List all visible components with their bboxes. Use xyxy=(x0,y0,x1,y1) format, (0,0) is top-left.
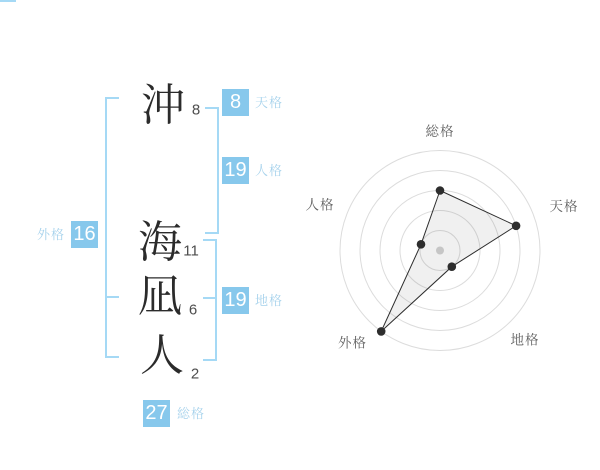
chikaku-value-badge: 19 xyxy=(222,287,249,314)
bracket-arm xyxy=(105,356,119,358)
radar-axis-label: 地格 xyxy=(510,332,540,348)
radar-data-point xyxy=(417,240,426,249)
bracket-line xyxy=(215,239,217,361)
tenkaku-label: 天格 xyxy=(255,95,284,110)
name-character-given-3: 人 xyxy=(140,331,184,380)
gaikaku-value-badge: 16 xyxy=(71,221,98,248)
bracket-line xyxy=(105,97,107,358)
tenkaku-value-badge: 8 xyxy=(222,89,249,116)
name-character-surname: 沖 xyxy=(141,81,185,130)
name-character-given-2: 凪 xyxy=(138,272,182,321)
gaikaku-label: 外格 xyxy=(37,227,66,242)
chikaku-label: 地格 xyxy=(255,293,284,308)
soukaku-label: 総格 xyxy=(177,406,206,421)
bracket-arm xyxy=(203,359,217,361)
bracket-arm xyxy=(205,107,219,109)
name-character-given-1: 海 xyxy=(138,218,182,267)
tenkaku-tick xyxy=(0,0,16,2)
bracket-arm xyxy=(105,97,119,99)
bracket-line xyxy=(217,107,219,234)
radar-axis-label: 天格 xyxy=(549,199,579,214)
stroke-count-given-3: 2 xyxy=(190,365,200,383)
stroke-count-surname: 8 xyxy=(191,101,201,119)
radar-chart-svg xyxy=(290,115,600,365)
jinkaku-label: 人格 xyxy=(255,163,284,178)
bracket-arm xyxy=(105,296,119,298)
stroke-count-given-2: 6 xyxy=(188,301,198,319)
radar-data-point xyxy=(448,262,457,271)
radar-center-dot xyxy=(436,247,444,255)
gaikaku-bracket xyxy=(105,97,121,358)
radar-chart xyxy=(290,115,600,365)
stroke-count-given-1: 11 xyxy=(183,242,199,260)
bracket-arm xyxy=(205,232,219,234)
radar-axis-label: 総格 xyxy=(425,124,455,139)
radar-axis-label: 外格 xyxy=(338,335,367,351)
radar-data-point xyxy=(436,186,445,195)
radar-data-point xyxy=(512,222,521,231)
radar-axis-label: 人格 xyxy=(305,197,335,213)
bracket-arm xyxy=(203,297,217,299)
bracket-arm xyxy=(203,239,217,241)
jinkaku-bracket xyxy=(205,107,219,234)
soukaku-value-badge: 27 xyxy=(143,400,170,427)
chikaku-bracket xyxy=(203,239,217,361)
jinkaku-value-badge: 19 xyxy=(222,157,249,184)
radar-data-point xyxy=(377,327,386,336)
